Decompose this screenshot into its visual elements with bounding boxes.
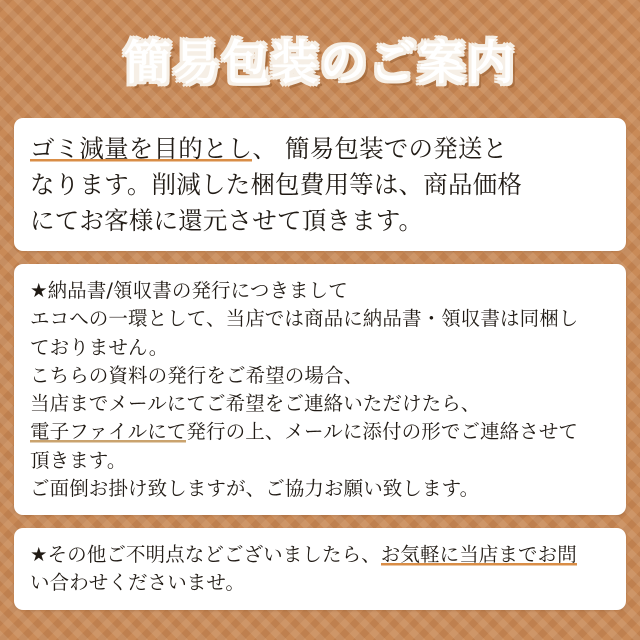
notice-line: にてお客様に還元させて頂きます。 [30, 206, 424, 235]
notice-line: 当店までメールにてご希望をご連絡いただけたら、 [30, 392, 481, 416]
underlined-phrase: 電子ファイルにて [30, 420, 187, 444]
notice-line: い合わせくださいませ。 [30, 571, 246, 595]
notice-block-invoice [14, 264, 626, 515]
notice-line: 電子ファイルにて発行の上、メールに添付の形でご連絡させて [30, 420, 579, 444]
notice-line: ★納品書/領収書の発行につきまして [30, 279, 348, 302]
notice-line: ておりません。 [30, 335, 169, 359]
notice-block-contact [14, 528, 626, 610]
notice-line: ★その他ご不明点などございましたら、お気軽に当店までお問 [30, 543, 577, 567]
notice-block-eco [14, 118, 626, 251]
notice-line: ご面倒お掛け致しますが、ご協力お願い致します。 [30, 476, 480, 500]
notice-line: こちらの資料の発行をご希望の場合、 [30, 363, 364, 387]
notice-line: エコへの一環として、当店では商品に納品書・領収書は同梱し [30, 307, 579, 331]
notice-line: 頂きます。 [30, 448, 127, 472]
underlined-phrase: ゴミ減量を目的とし [30, 134, 253, 163]
page-title: 簡易包装のご案内 [124, 35, 516, 91]
title-area [14, 0, 626, 118]
notice-line: ゴミ減量を目的とし、 簡易包装での発送と [30, 134, 508, 163]
notice-line: なります。削減した梱包費用等は、商品価格 [30, 170, 523, 199]
underlined-phrase: お気軽に当店までお問 [380, 543, 577, 567]
